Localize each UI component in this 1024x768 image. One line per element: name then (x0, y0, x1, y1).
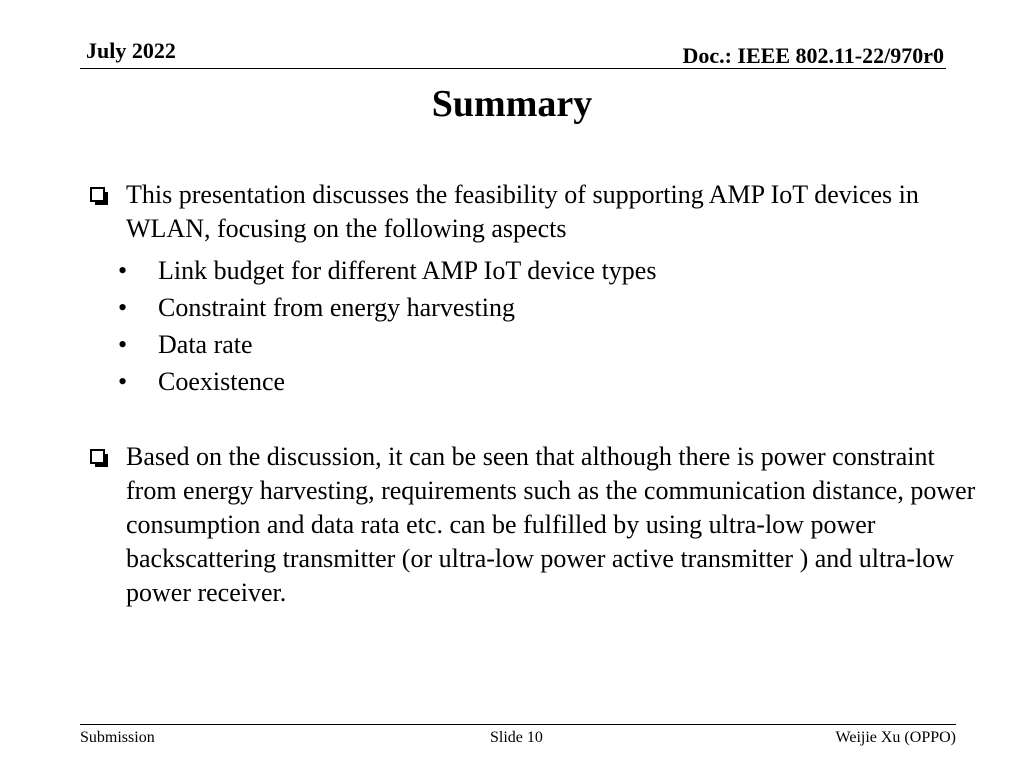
main-point-2 (80, 440, 980, 610)
sub-point: • Link budget for different AMP IoT device types (158, 252, 980, 289)
bullet-dot-icon: • (118, 367, 128, 396)
footer-slide-number: Slide 10 (490, 729, 543, 746)
main-point-2-text: Based on the discussion, it can be seen that although there is power constraint from energy harvesting, requirements such as the communication distance, power consumption and data rata etc. can be fulfilled by using ultra-low power backscattering transmitter (or ultra-low power active transmitter ) and ultra-low power receiver. (126, 442, 976, 607)
bullet-dot-icon: • (118, 293, 128, 322)
footer-author: Weijie Xu (OPPO) (835, 729, 956, 746)
sub-point: • Coexistence (158, 363, 980, 400)
checkbox-bullet-icon (90, 449, 105, 464)
footer-divider (80, 724, 956, 725)
bullet-dot-icon: • (118, 330, 128, 359)
bullet-dot-icon: • (118, 256, 128, 285)
sub-point-list (80, 252, 980, 400)
header-divider (80, 68, 946, 69)
main-point-1 (80, 178, 980, 246)
header-doc-id: Doc.: IEEE 802.11-22/970r0 (682, 43, 944, 68)
header-date: July 2022 (86, 38, 176, 63)
sub-point: • Constraint from energy harvesting (158, 289, 980, 326)
footer-submission: Submission (80, 729, 155, 746)
slide-title: Summary (431, 83, 593, 125)
slide-body (80, 178, 980, 610)
sub-point: • Data rate (158, 326, 980, 363)
checkbox-bullet-icon (90, 187, 105, 202)
main-point-1-text: This presentation discusses the feasibility of supporting AMP IoT devices in WLAN, focusing on the following aspects (126, 180, 919, 243)
